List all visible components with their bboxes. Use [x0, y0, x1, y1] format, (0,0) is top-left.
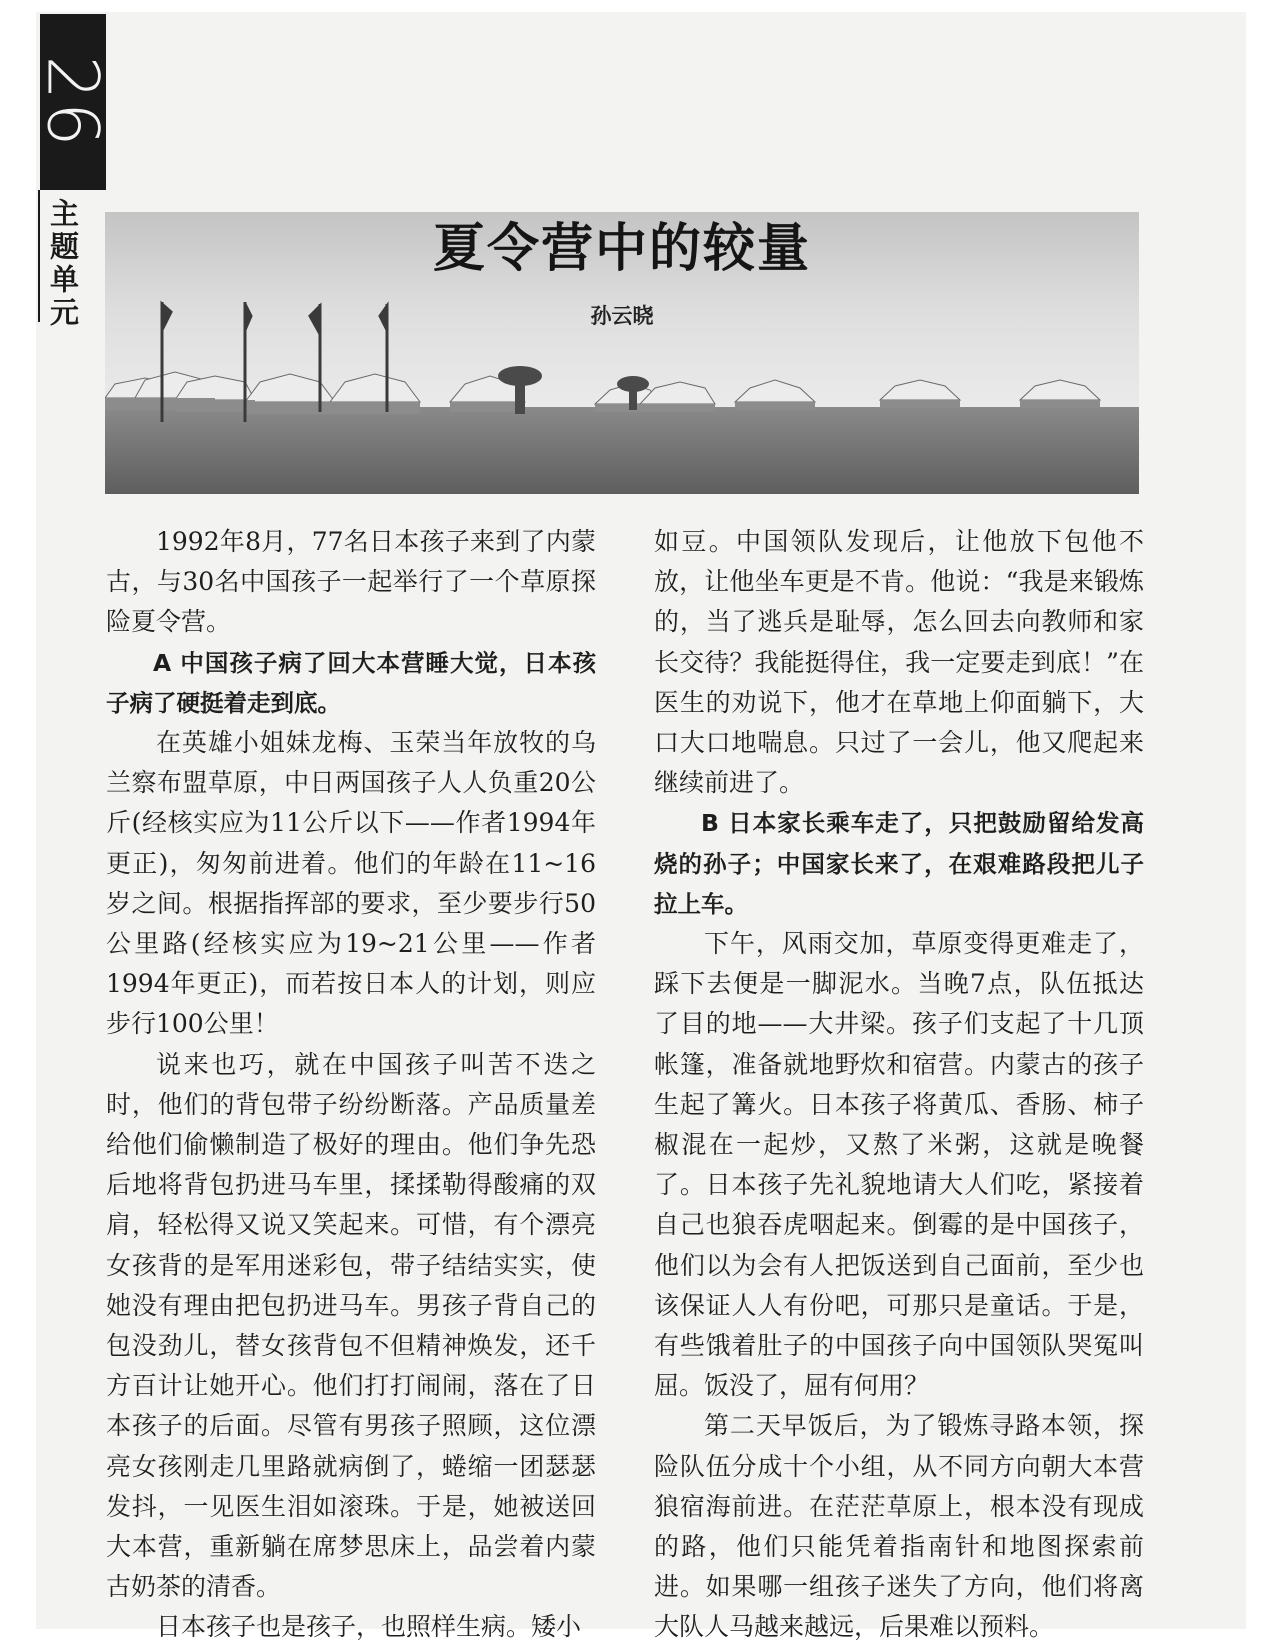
paragraph: 说来也巧，就在中国孩子叫苦不迭之时，他们的背包带子纷纷断落。产品质量差给他们偷懒制造了极好的理由。他们争先恐后地将背包扔进马车里，揉揉勒得酸痛的双肩，轻松得又说又笑起来。可惜，有个漂亮女孩背的是军用迷彩包，带子结结实实，使她没有理由把包扔进马车。男孩子背自己的包没劲儿，替女孩背包不但精神焕发，还千方百计让她开心。他们打打闹闹，落在了日本孩子的后面。尽管有男孩子照顾，这位漂亮女孩刚走几里路就病倒了，蜷缩一团瑟瑟发抖，一见医生泪如滚珠。于是，她被送回大本营，重新躺在席梦思床上，品尝着内蒙古奶茶的清香。 — [106, 1049, 596, 1602]
paragraph: 第二天早饭后，为了锻炼寻路本领，探险队伍分成十个小组，从不同方向朝大本营狼宿海前进。在茫茫草原上，根本没有现成的路，他们只能凭着指南针和地图探索前进。如果哪一组孩子迷失了方向，他们将离大队人马越来越远，后果难以预料。 — [654, 1411, 1144, 1642]
article-title: 夏令营中的较量 — [432, 219, 811, 279]
section-label: 主题单元 — [46, 198, 80, 330]
section-divider — [38, 190, 40, 322]
paragraph: 1992年8月，77名日本孩子来到了内蒙古，与30名中国孩子一起举行了一个草原探险夏令营。 — [106, 527, 596, 637]
paragraph: 在英雄小姐妹龙梅、玉荣当年放牧的乌兰察布盟草原，中日两国孩子人人负重20公斤(经核实应为11公斤以下——作者1994年更正)，匆匆前进着。他们的年龄在11~16岁之间。根据指挥部的要求，至少要步行50公里路(经核实应为19~21公里——作者1994年更正)，而若按日本人的计划，则应步行100公里！ — [106, 728, 596, 1039]
article-author: 孙云晓 — [590, 304, 654, 328]
section-heading-b: B 日本家长乘车走了，只把鼓励留给发高烧的孙子；中国家长来了，在艰难路段把儿子拉上车。 — [654, 809, 1144, 918]
paragraph: 下午，风雨交加，草原变得更难走了，踩下去便是一脚泥水。当晚7点，队伍抵达了目的地——大井梁。孩子们支起了十几顶帐篷，准备就地野炊和宿营。内蒙古的孩子生起了篝火。日本孩子将黄瓜、香肠、柿子椒混在一起炒，又熬了米粥，这就是晚餐了。日本孩子先礼貌地请大人们吃，紧接着自己也狼吞虎咽起来。倒霉的是中国孩子，他们以为会有人把饭送到自己面前，至少也该保证人人有份吧，可那只是童话。于是，有些饿着肚子的中国孩子向中国领队哭冤叫屈。饭没了，屈有何用？ — [654, 929, 1144, 1401]
paragraph: 日本孩子也是孩子，也照样生病。矮小 — [156, 1612, 582, 1642]
left-column — [106, 522, 596, 1648]
right-column — [654, 522, 1144, 1648]
section-heading-a: A 中国孩子病了回大本营睡大觉，日本孩子病了硬挺着走到底。 — [106, 648, 596, 717]
page-number: 26 — [32, 55, 115, 149]
paragraph-continued: 如豆。中国领队发现后，让他放下包他不放，让他坐车更是不肯。他说：“我是来锻炼的，当了逃兵是耻辱，怎么回去向教师和家长交待？我能挺得住，我一定要走到底！”在医生的劝说下，他才在草地上仰面躺下，大口大口地喘息。只过了一会儿，他又爬起来继续前进了。 — [654, 527, 1144, 798]
